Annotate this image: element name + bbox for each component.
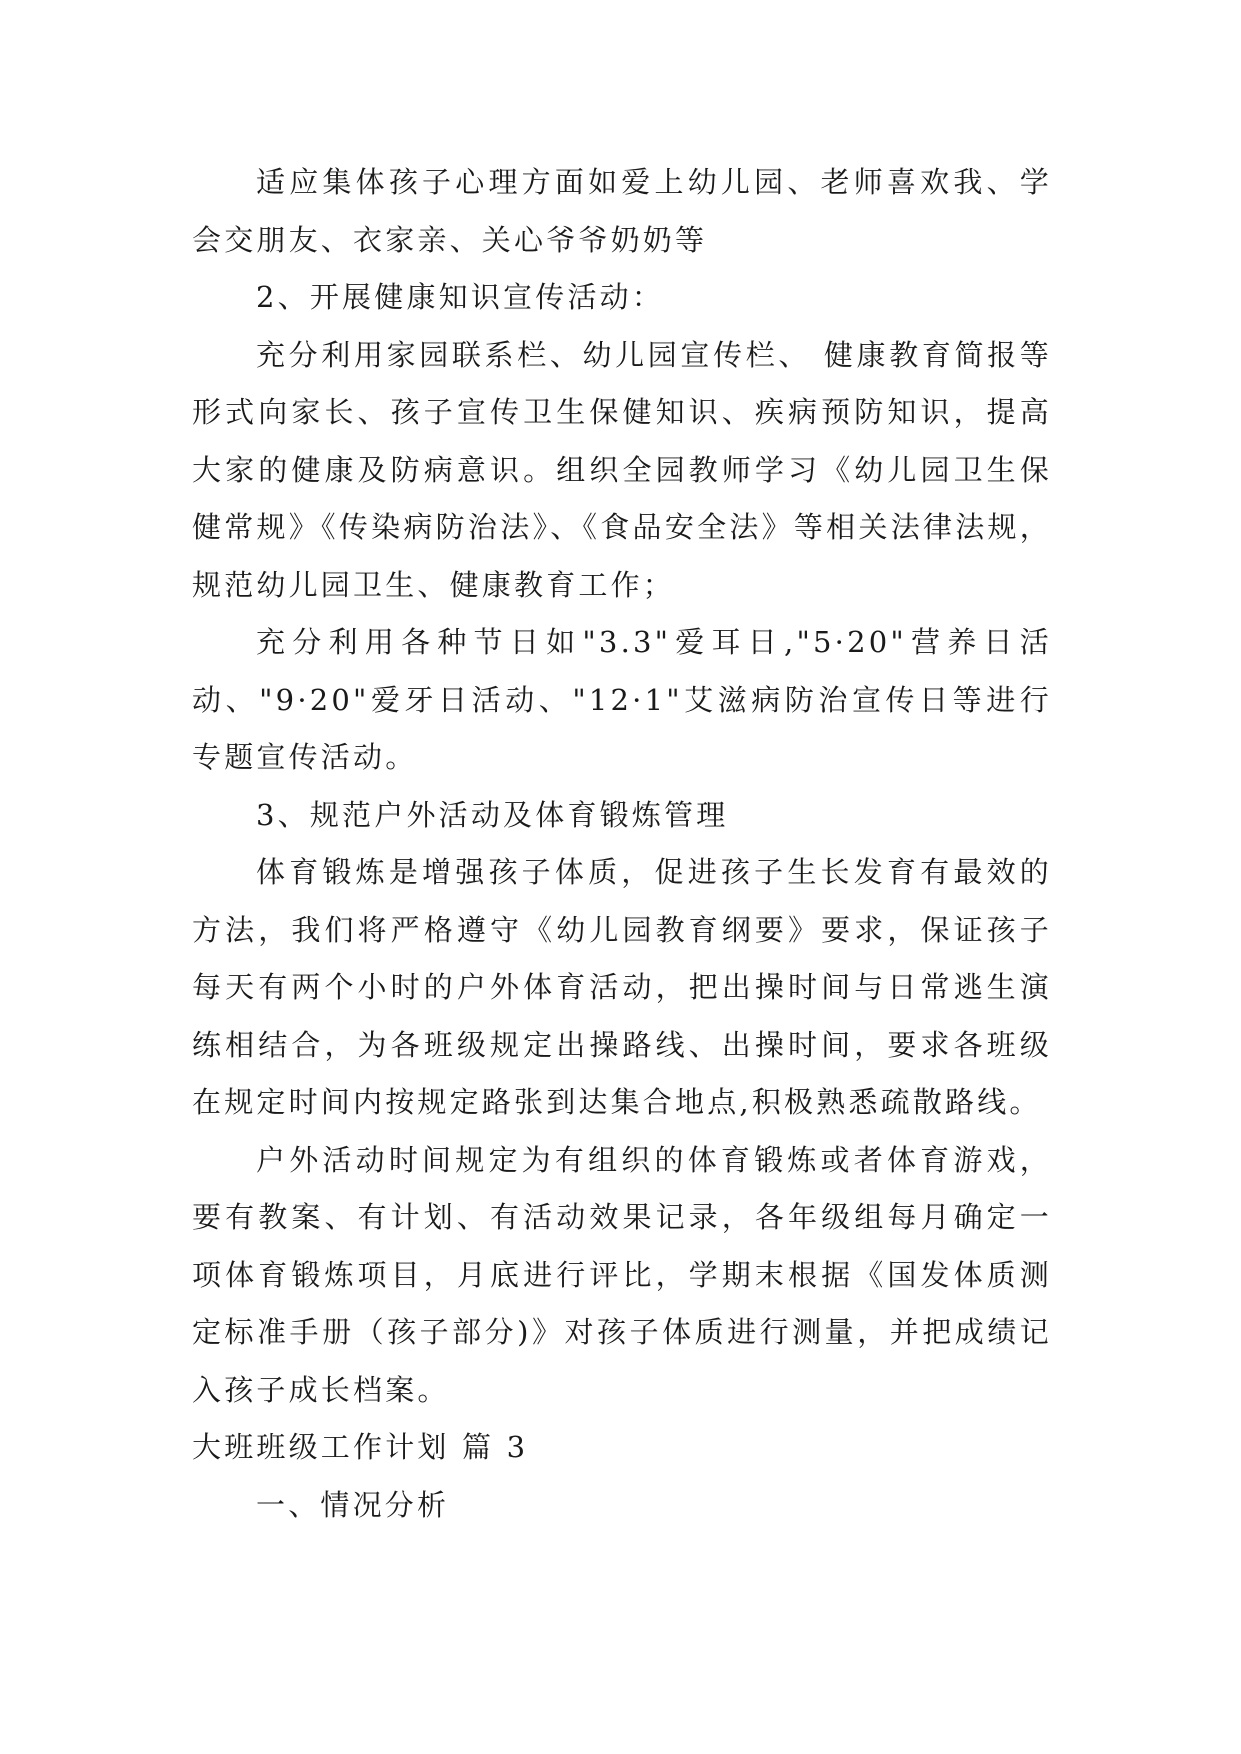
- section-heading-situation-analysis: 一、情况分析: [256, 1487, 450, 1522]
- plan-title: 大班班级工作计划 篇 3: [192, 1430, 529, 1464]
- document-page: [192, 154, 1052, 1534]
- paragraph-health-knowledge: 充分利用家园联系栏、幼儿园宣传栏、 健康教育简报等形式向家长、孩子宣传卫生保健知识、疾病预防知识，提高大家的健康及防病意识。组织全园教师学习《幼儿园卫生保健常规》《传染病防治法》、《食品安全法》等相关法律法规，规范幼儿园卫生、健康教育工作；: [192, 337, 1052, 602]
- paragraph-outdoor-schedule: 户外活动时间规定为有组织的体育锻炼或者体育游戏，要有教案、有计划、有活动效果记录，各年级组每月确定一项体育锻炼项目，月底进行评比，学期末根据《国发体质测定标准手册（孩子部分)》对孩子体质进行测量，并把成绩记入孩子成长档案。: [192, 1142, 1052, 1407]
- paragraph-physical-exercise: 体育锻炼是增强孩子体质，促进孩子生长发育有最效的方法，我们将严格遵守《幼儿园教育纲要》要求，保证孩子每天有两个小时的户外体育活动，把出操时间与日常逃生演练相结合，为各班级规定出操路线、出操时间，要求各班级在规定时间内按规定路张到达集合地点,积极熟悉疏散路线。: [192, 855, 1052, 1119]
- section-heading-outdoor-activity: 3、规范户外活动及体育锻炼管理: [256, 797, 729, 832]
- paragraph-adaptation: 适应集体孩子心理方面如爱上幼儿园、老师喜欢我、学会交朋友、衣家亲、关心爷爷奶奶等: [192, 165, 1052, 257]
- section-heading-health-promotion: 2、开展健康知识宣传活动：: [256, 280, 665, 314]
- paragraph-festival-activities: 充分利用各种节日如"3.3"爱耳日,"5·20"营养日活动、"9·20"爱牙日活动、"12·1"艾滋病防治宣传日等进行专题宣传活动。: [192, 625, 1052, 774]
